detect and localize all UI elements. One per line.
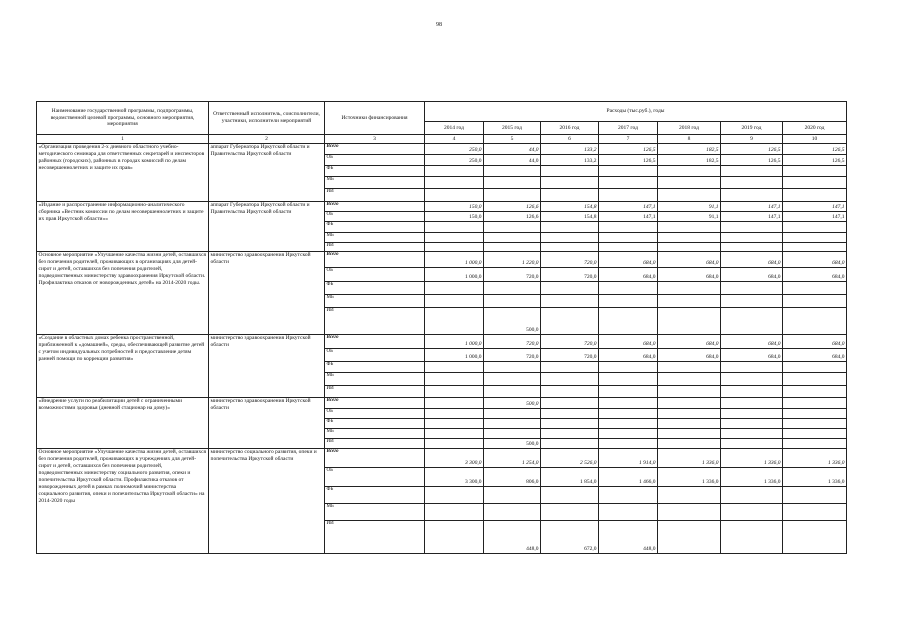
funding-source: ИИ (325, 438, 425, 448)
expense-value (658, 418, 721, 428)
expense-value: 684,0 (658, 348, 721, 361)
expense-value: 147,1 (783, 201, 847, 211)
header-expenses: Расходы (тыс.руб.), годы (425, 102, 847, 122)
funding-source: ИИ (325, 520, 425, 553)
expense-value (484, 408, 541, 418)
funding-source: Всего (325, 334, 425, 348)
table-row (37, 251, 847, 267)
expense-value: 147,1 (721, 211, 783, 221)
expense-value: 126,5 (783, 154, 847, 165)
expense-value (425, 165, 484, 176)
expense-value (658, 188, 721, 201)
expense-value (658, 281, 721, 294)
measure-name: «Внедрение услуги по реабилитации детей с ограниченными возможностями здоровья (дневной стационар на дому)» (37, 397, 209, 448)
expense-value (599, 176, 658, 188)
funding-source: МБ (325, 294, 425, 307)
expense-value: 684,0 (783, 334, 847, 348)
expense-value: 684,0 (599, 348, 658, 361)
expense-value: 720,0 (484, 348, 541, 361)
expense-value (599, 486, 658, 503)
funding-source: ОБ (325, 154, 425, 165)
expense-value (783, 294, 847, 307)
expense-value (425, 428, 484, 438)
expense-value (721, 503, 783, 520)
expense-value: 3 300,0 (425, 467, 484, 486)
expense-value (783, 307, 847, 334)
expense-value (658, 520, 721, 553)
expense-value: 500,0 (484, 397, 541, 408)
expense-value (425, 242, 484, 251)
expense-value (425, 372, 484, 385)
expense-value: 147,1 (599, 201, 658, 211)
funding-source: ИИ (325, 385, 425, 397)
expense-value: 684,0 (599, 267, 658, 281)
expense-value: 91,1 (658, 201, 721, 211)
expense-value: 126,5 (599, 143, 658, 154)
expense-value: 1 254,0 (484, 448, 541, 467)
funding-source: ФБ (325, 221, 425, 232)
measure-executor: аппарат Губернатора Иркутской области и Правительства Иркутской области (209, 143, 325, 201)
measure-name: «Организация проведения 2-х дневного областного учебно-методического семинара для ответственных секретарей и инспекторов районных (городских), районных в городах комиссий по делам несовершеннолетних и защите их прав» (37, 143, 209, 201)
expense-value: 448,0 (599, 520, 658, 553)
expense-value: 44,0 (484, 154, 541, 165)
expense-value (599, 221, 658, 232)
expense-value: 250,0 (425, 143, 484, 154)
expense-value (783, 520, 847, 553)
expense-value (783, 438, 847, 448)
expense-value: 500,0 (484, 438, 541, 448)
expense-value (658, 361, 721, 372)
expense-value (425, 520, 484, 553)
expense-value (425, 307, 484, 334)
expense-value: 1 000,0 (425, 348, 484, 361)
expense-value (599, 242, 658, 251)
expense-value (484, 486, 541, 503)
expense-value (658, 438, 721, 448)
expense-value (783, 361, 847, 372)
expense-value: 720,0 (484, 334, 541, 348)
expense-value (541, 281, 599, 294)
expense-value (721, 438, 783, 448)
expense-value: 720,0 (541, 334, 599, 348)
funding-source: Всего (325, 251, 425, 267)
expense-value (425, 408, 484, 418)
expense-value (599, 408, 658, 418)
expense-value (541, 428, 599, 438)
expense-value (541, 176, 599, 188)
expense-value (721, 486, 783, 503)
funding-source: ФБ (325, 281, 425, 294)
funding-source: ФБ (325, 361, 425, 372)
funding-source: Всего (325, 201, 425, 211)
measure-name: «Создание в областных домах ребенка пространственной, приближенной к «домашней», среды, обеспечивающей развитие детей с учетом индивидуальных потребностей и предоставление детям ранней помощи по коррекции развития» (37, 334, 209, 397)
expense-value: 126,5 (599, 154, 658, 165)
header-year: 2017 год (599, 122, 658, 135)
expense-value: 684,0 (721, 251, 783, 267)
table-row (37, 448, 847, 467)
header-year: 2020 год (783, 122, 847, 135)
expense-value: 672,0 (541, 520, 599, 553)
expense-value (541, 361, 599, 372)
expense-value (425, 503, 484, 520)
header-year: 2019 год (721, 122, 783, 135)
expense-value: 126,5 (721, 154, 783, 165)
expense-value (541, 221, 599, 232)
expense-value: 684,0 (783, 348, 847, 361)
expense-value (484, 221, 541, 232)
expense-value (658, 242, 721, 251)
expense-value (721, 385, 783, 397)
expense-value: 250,0 (425, 154, 484, 165)
column-index: 4 (425, 135, 484, 144)
expense-value (783, 385, 847, 397)
expense-value (484, 242, 541, 251)
expense-value (541, 307, 599, 334)
column-index: 8 (658, 135, 721, 144)
expense-value (721, 242, 783, 251)
column-index: 7 (599, 135, 658, 144)
expense-value (658, 397, 721, 408)
expense-value: 500,0 (484, 307, 541, 334)
expense-value (658, 486, 721, 503)
expense-value: 1 000,0 (425, 334, 484, 348)
expense-value: 154,8 (541, 201, 599, 211)
expense-value (783, 408, 847, 418)
expense-value (484, 281, 541, 294)
expense-value: 1 914,0 (599, 448, 658, 467)
expense-value (658, 408, 721, 418)
expense-value: 147,1 (721, 201, 783, 211)
expense-value: 1 854,0 (541, 467, 599, 486)
expense-value (783, 232, 847, 242)
expense-value: 126,5 (783, 143, 847, 154)
expense-value (783, 221, 847, 232)
measure-name: «Издание и распространение информационно-аналитического сборника «Вестник комиссии по делам несовершеннолетних и защите их прав Иркутской области»» (37, 201, 209, 251)
expense-value (541, 188, 599, 201)
expense-value (721, 520, 783, 553)
expense-value (721, 165, 783, 176)
expense-value: 126,6 (484, 201, 541, 211)
expense-value (484, 232, 541, 242)
expense-value: 684,0 (599, 251, 658, 267)
expense-value (783, 281, 847, 294)
funding-source: ФБ (325, 165, 425, 176)
expense-value (425, 294, 484, 307)
expense-value: 1 336,0 (658, 448, 721, 467)
expense-value (658, 503, 721, 520)
expense-value (541, 397, 599, 408)
expense-value (484, 503, 541, 520)
expense-value: 684,0 (721, 348, 783, 361)
funding-source: ОБ (325, 211, 425, 221)
table-row (37, 334, 847, 348)
expense-value (599, 372, 658, 385)
expense-value (541, 165, 599, 176)
expense-value (425, 281, 484, 294)
expense-value (425, 385, 484, 397)
expense-value (783, 428, 847, 438)
expense-value (599, 438, 658, 448)
expense-value (783, 372, 847, 385)
expense-value (425, 397, 484, 408)
expense-value: 1 466,0 (599, 467, 658, 486)
expense-value (599, 188, 658, 201)
column-index: 9 (721, 135, 783, 144)
expense-value (658, 165, 721, 176)
expense-value (658, 176, 721, 188)
expense-value (599, 428, 658, 438)
expense-value (658, 232, 721, 242)
expense-value (783, 397, 847, 408)
expense-value (425, 361, 484, 372)
expense-value (599, 397, 658, 408)
table-row (37, 143, 847, 154)
expense-value (783, 165, 847, 176)
measure-name: Основное мероприятие «Улучшение качества жизни детей, оставшихся без попечения родителей, проживающих в организациях для детей-сирот и детей, оставшихся без попечения родителей, подведомственных министерству здравоохранения Иркутской области. Профилактика отказов от новорожденных детей» на 2014-2020 годы. (37, 251, 209, 334)
budget-table (36, 101, 847, 554)
funding-source: МБ (325, 428, 425, 438)
expense-value: 147,1 (599, 211, 658, 221)
expense-value (658, 294, 721, 307)
funding-source: Всего (325, 448, 425, 467)
expense-value: 720,0 (541, 267, 599, 281)
funding-source: ОБ (325, 267, 425, 281)
expense-value (541, 503, 599, 520)
expense-value (721, 372, 783, 385)
expense-value (721, 408, 783, 418)
expense-value (721, 361, 783, 372)
expense-value (484, 385, 541, 397)
funding-source: МБ (325, 232, 425, 242)
expense-value (425, 221, 484, 232)
expense-value (658, 372, 721, 385)
expense-value (599, 418, 658, 428)
expense-value (658, 385, 721, 397)
expense-value (599, 232, 658, 242)
expense-value: 684,0 (783, 267, 847, 281)
measure-executor: министерство здравоохранения Иркутской области (209, 397, 325, 448)
header-year: 2014 год (425, 122, 484, 135)
expense-value (783, 242, 847, 251)
funding-source: ФБ (325, 486, 425, 503)
expense-value (425, 438, 484, 448)
expense-value: 806,0 (484, 467, 541, 486)
header-source: Источники финансирования (325, 102, 425, 135)
expense-value: 150,0 (425, 211, 484, 221)
expense-value: 684,0 (658, 251, 721, 267)
expense-value (425, 188, 484, 201)
expense-value: 44,0 (484, 143, 541, 154)
expense-value: 684,0 (658, 267, 721, 281)
expense-value: 126,5 (721, 143, 783, 154)
expense-value (721, 176, 783, 188)
expense-value: 684,0 (721, 267, 783, 281)
column-index: 3 (325, 135, 425, 144)
expense-value (721, 307, 783, 334)
expense-value (599, 361, 658, 372)
funding-source: ФБ (325, 418, 425, 428)
expense-value (484, 361, 541, 372)
expense-value: 1 336,0 (721, 448, 783, 467)
expense-value: 147,1 (783, 211, 847, 221)
expense-value (783, 188, 847, 201)
expense-value: 720,0 (541, 251, 599, 267)
expense-value (541, 232, 599, 242)
expense-value (721, 281, 783, 294)
expense-value (541, 372, 599, 385)
expense-value (783, 176, 847, 188)
expense-value (658, 221, 721, 232)
funding-source: МБ (325, 503, 425, 520)
header-executor: Ответственный исполнитель, соисполнители, участники, исполнители мероприятий (209, 102, 325, 135)
expense-value (484, 428, 541, 438)
expense-value: 1 000,0 (425, 251, 484, 267)
funding-source: ИИ (325, 307, 425, 334)
expense-value (484, 188, 541, 201)
table-row (37, 201, 847, 211)
header-name: Наименование государственной программы, подпрограммы, ведомственной целевой программы, основного мероприятия, мероприятия (37, 102, 209, 135)
expense-value (721, 232, 783, 242)
column-index: 1 (37, 135, 209, 144)
funding-source: Всего (325, 143, 425, 154)
expense-value: 182,5 (658, 143, 721, 154)
funding-source: МБ (325, 372, 425, 385)
measure-executor: министерство здравоохранения Иркутской области (209, 334, 325, 397)
funding-source: ИИ (325, 188, 425, 201)
expense-value (425, 232, 484, 242)
header-year: 2015 год (484, 122, 541, 135)
expense-value (599, 385, 658, 397)
expense-value (599, 165, 658, 176)
measure-name: Основное мероприятие «Улучшение качества жизни детей, оставшихся без попечения родителей, проживающих в учреждениях для детей-сирот и детей, оставшихся без попечения родителей, подведомственных министерству социального развития, опеки и попечительства Иркутской области. Профилактика отказов от новорожденных детей в рамках полномочий министерства социального развития, опеки и попечительства Иркутской области» на 2014-2020 годы (37, 448, 209, 553)
funding-source: ОБ (325, 467, 425, 486)
expense-value (541, 242, 599, 251)
expense-value (721, 418, 783, 428)
expense-value (599, 307, 658, 334)
expense-value (783, 503, 847, 520)
expense-value (484, 165, 541, 176)
funding-source: ИИ (325, 242, 425, 251)
expense-value: 448,0 (484, 520, 541, 553)
expense-value (721, 428, 783, 438)
expense-value: 1 336,0 (721, 467, 783, 486)
expense-value: 133,2 (541, 143, 599, 154)
page-number: 98 (436, 22, 442, 28)
expense-value (541, 486, 599, 503)
expense-value (541, 408, 599, 418)
expense-value: 182,5 (658, 154, 721, 165)
expense-value (783, 486, 847, 503)
expense-value: 91,1 (658, 211, 721, 221)
expense-value (721, 294, 783, 307)
expense-value (541, 385, 599, 397)
header-year: 2016 год (541, 122, 599, 135)
expense-value (721, 221, 783, 232)
expense-value: 133,2 (541, 154, 599, 165)
expense-value: 1 336,0 (783, 448, 847, 467)
expense-value: 1 336,0 (658, 467, 721, 486)
funding-source: ОБ (325, 348, 425, 361)
expense-value: 684,0 (721, 334, 783, 348)
column-index: 6 (541, 135, 599, 144)
expense-value (599, 503, 658, 520)
expense-value (484, 372, 541, 385)
expense-value: 684,0 (599, 334, 658, 348)
expense-value: 720,0 (541, 348, 599, 361)
expense-value: 3 300,0 (425, 448, 484, 467)
expense-value: 1 336,0 (783, 467, 847, 486)
expense-value: 154,8 (541, 211, 599, 221)
expense-value: 684,0 (658, 334, 721, 348)
measure-executor: министерство здравоохранения Иркутской области (209, 251, 325, 334)
expense-value (658, 428, 721, 438)
column-index: 10 (783, 135, 847, 144)
expense-value (541, 438, 599, 448)
expense-value: 1 220,0 (484, 251, 541, 267)
expense-value (599, 294, 658, 307)
expense-value: 150,0 (425, 201, 484, 211)
measure-executor: министерство социального развития, опеки и попечительства Иркутской области (209, 448, 325, 553)
funding-source: ОБ (325, 408, 425, 418)
measure-executor: аппарат Губернатора Иркутской области и Правительства Иркутской области (209, 201, 325, 251)
expense-value: 126,6 (484, 211, 541, 221)
expense-value (541, 418, 599, 428)
expense-value (721, 397, 783, 408)
expense-value: 684,0 (783, 251, 847, 267)
column-index: 2 (209, 135, 325, 144)
expense-value (721, 188, 783, 201)
expense-value (783, 418, 847, 428)
expense-value (599, 281, 658, 294)
header-year: 2018 год (658, 122, 721, 135)
expense-value (425, 418, 484, 428)
expense-value: 1 000,0 (425, 267, 484, 281)
expense-value (484, 294, 541, 307)
funding-source: Всего (325, 397, 425, 408)
expense-value: 2 526,0 (541, 448, 599, 467)
funding-source: МБ (325, 176, 425, 188)
expense-value (425, 176, 484, 188)
expense-value (658, 307, 721, 334)
table-row (37, 397, 847, 408)
expense-value (484, 176, 541, 188)
expense-value: 720,0 (484, 267, 541, 281)
expense-value (425, 486, 484, 503)
expense-value (541, 294, 599, 307)
column-index: 5 (484, 135, 541, 144)
expense-value (484, 418, 541, 428)
